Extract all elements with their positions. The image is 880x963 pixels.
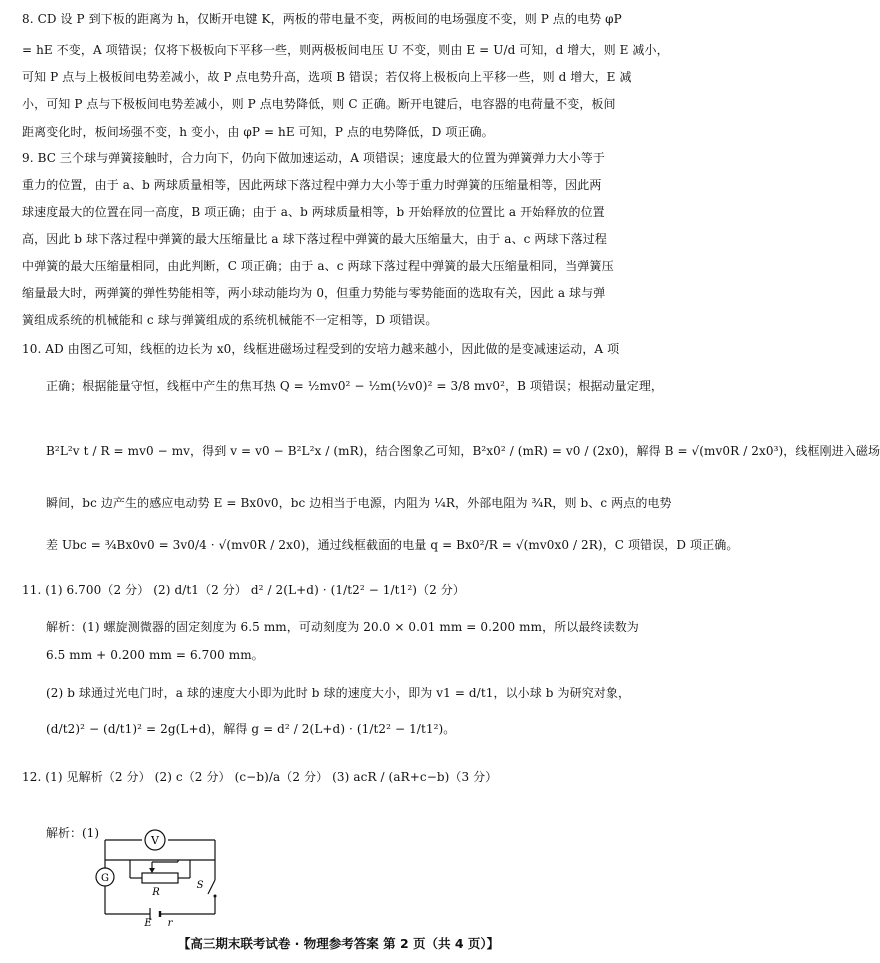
rheostat-label: R	[152, 887, 160, 898]
diagram-caption: 解析：(1)	[46, 826, 99, 840]
text-line: 9. BC 三个球与弹簧接触时，合力向下，仍向下做加速运动，A 项错误；速度最大的位置为弹簧弹力大小等于	[22, 151, 605, 165]
text-line: 中弹簧的最大压缩量相同，由此判断，C 项正确；由于 a、c 两球下落过程中弹簧的最大压缩量相同，当弹簧压	[22, 259, 614, 273]
text-line: = hE 不变，A 项错误；仅将下极板向下平移一些，则两极板间电压 U 不变，则由 E = U/d 可知，d 增大，则 E 减小，	[22, 43, 669, 57]
text-line: 解析：(1) 螺旋测微器的固定刻度为 6.5 mm，可动刻度为 20.0 × 0.01 mm = 0.200 mm，所以最终读数为	[46, 620, 639, 634]
rheostat-symbol	[142, 873, 178, 883]
text-line: 8. CD 设 P 到下板的距离为 h，仅断开电键 K，两板的带电量不变，两板间的电场强度不变，则 P 点的电势 φP	[22, 12, 622, 26]
text-line: 12. (1) 见解析（2 分） (2) c（2 分） (c−b)/a（2 分） (3) acR / (aR+c−b)（3 分）	[22, 770, 498, 784]
internal-resistance-label: r	[167, 918, 173, 929]
text-line: B²L²v t / R = mv0 − mv，得到 v = v0 − B²L²x / (mR)，结合图象乙可知，B²x0² / (mR) = v0 / (2x0)，解得 B = √(mv0R / 2x0³)，线框刚进入磁场	[46, 444, 880, 458]
emf-label: E	[144, 918, 152, 929]
text-line: 小，可知 P 点与下极板间电势差减小，则 P 点电势降低，则 C 正确。断开电键后，电容器的电荷量不变，板间	[22, 97, 616, 111]
text-line: 6.5 mm + 0.200 mm = 6.700 mm。	[46, 648, 264, 662]
text-line: 缩量最大时，两弹簧的弹性势能相等，两小球动能均为 0，但重力势能与零势能面的选取有关，因此 a 球与弹	[22, 286, 606, 300]
text-line: 11. (1) 6.700（2 分） (2) d/t1（2 分） d² / 2(L+d) · (1/t2² − 1/t1²)（2 分）	[22, 583, 465, 597]
page-footer: 【高三期末联考试卷 · 物理参考答案 第 2 页（共 4 页）】	[177, 936, 500, 951]
text-line: 瞬间，bc 边产生的感应电动势 E = Bx0v0，bc 边相当于电源，内阻为 ¼R，外部电阻为 ¾R，则 b、c 两点的电势	[46, 496, 672, 510]
switch-symbol	[208, 880, 215, 894]
text-line: 高，因此 b 球下落过程中弹簧的最大压缩量比 a 球下落过程中弹簧的最大压缩量大，由于 a、c 两球下落过程	[22, 232, 608, 246]
galvanometer-label: G	[101, 873, 109, 884]
text-line: 差 Ubc = ¾Bx0v0 = 3v0/4 · √(mv0R / 2x0)，通过线框截面的电量 q = Bx0²/R = √(mv0x0 / 2R)，C 项错误，D 项正确。	[46, 538, 739, 552]
voltmeter-label: V	[151, 834, 159, 847]
text-line: 10. AD 由图乙可知，线框的边长为 x0，线框进磁场过程受到的安培力越来越小，因此做的是变减速运动，A 项	[22, 342, 620, 356]
text-line: 簧组成系统的机械能和 c 球与弹簧组成的系统机械能不一定相等，D 项错误。	[22, 313, 438, 327]
text-line: 距离变化时，板间场强不变，h 变小，由 φP = hE 可知，P 点的电势降低，D 项正确。	[22, 125, 494, 139]
circuit-diagram	[90, 822, 240, 929]
text-line: 正确；根据能量守恒，线框中产生的焦耳热 Q = ½mv0² − ½m(½v0)² = 3/8 mv0²，B 项错误；根据动量定理，	[46, 379, 664, 393]
text-line: 球速度最大的位置在同一高度，B 项正确；由于 a、b 两球质量相等，b 开始释放的位置比 a 开始释放的位置	[22, 205, 605, 219]
switch-label: S	[196, 880, 204, 891]
text-line: (d/t2)² − (d/t1)² = 2g(L+d)，解得 g = d² / 2(L+d) · (1/t2² − 1/t1²)。	[46, 722, 456, 736]
text-line: 可知 P 点与上极板间电势差减小，故 P 点电势升高，选项 B 错误；若仅将上极板向上平移一些，则 d 增大，E 减	[22, 70, 632, 84]
text-line: (2) b 球通过光电门时，a 球的速度大小即为此时 b 球的速度大小，即为 v1 = d/t1，以小球 b 为研究对象，	[46, 686, 631, 700]
text-line: 重力的位置，由于 a、b 两球质量相等，因此两球下落过程中弹力大小等于重力时弹簧的压缩量相等，因此两	[22, 178, 602, 192]
